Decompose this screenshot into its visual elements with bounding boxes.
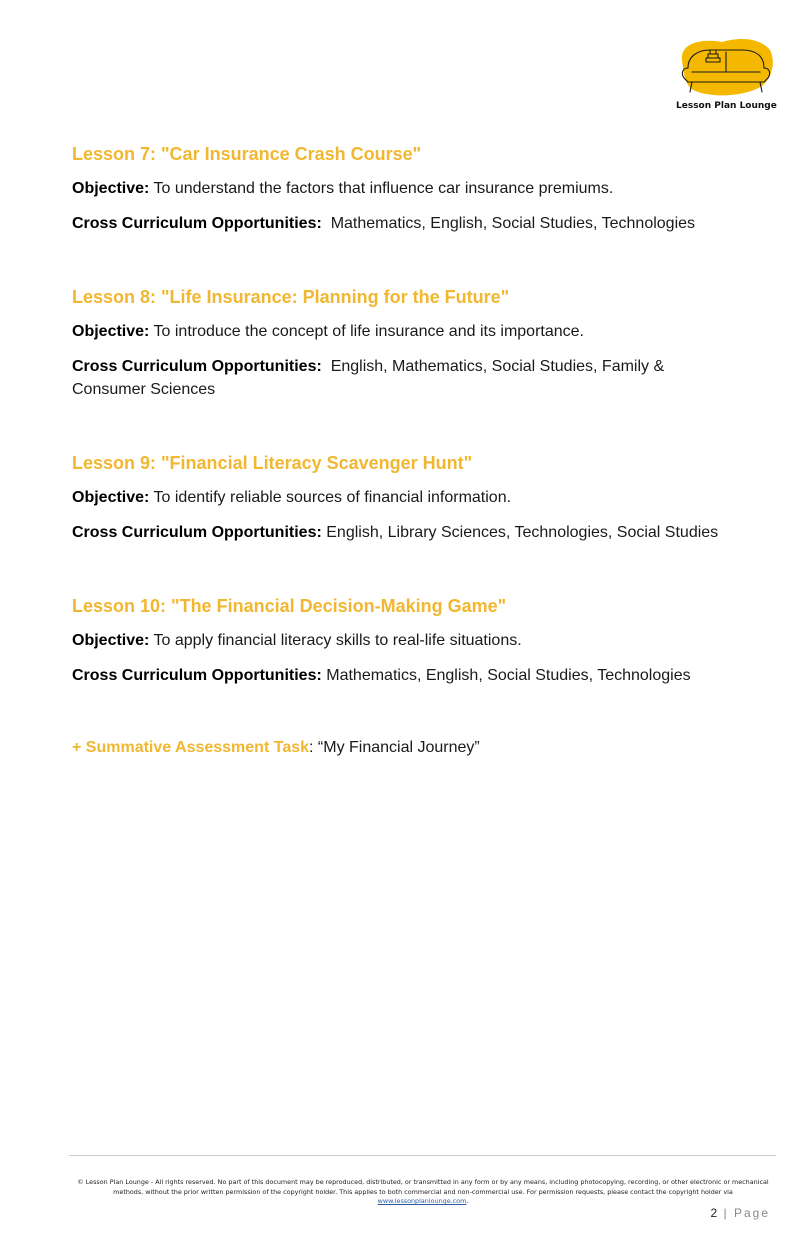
objective-text: To apply financial literacy skills to real-life situations.: [153, 632, 522, 649]
objective-text: To understand the factors that influence car insurance premiums.: [153, 180, 614, 197]
lesson-title: Lesson 7: "Car Insurance Crash Course": [72, 144, 422, 164]
page-label: Page: [733, 1206, 770, 1220]
logo: [676, 38, 776, 116]
lesson-title: Lesson 10: "The Financial Decision-Making Game": [72, 596, 507, 616]
cross-curriculum-text: Mathematics, English, Social Studies, Technologies: [326, 667, 691, 684]
objective-label: Objective:: [72, 632, 150, 649]
lesson-objective: [72, 320, 777, 343]
lesson-title: Lesson 8: "Life Insurance: Planning for the Future": [72, 287, 510, 307]
lesson-10: [72, 595, 777, 687]
objective-text: To introduce the concept of life insurance and its importance.: [153, 323, 584, 340]
cross-curriculum-text: English, Mathematics, Social Studies, Family & Consumer Sciences: [72, 358, 665, 398]
lesson-cross-curriculum: [72, 521, 777, 544]
objective-label: Objective:: [72, 180, 150, 197]
footer-divider: [69, 1155, 776, 1156]
lesson-cross-curriculum: [72, 664, 777, 687]
footer-copyright: [70, 1178, 776, 1207]
lesson-cross-curriculum: [72, 212, 777, 235]
page-number: [710, 1206, 770, 1220]
cross-curriculum-label: Cross Curriculum Opportunities:: [72, 358, 322, 375]
cross-curriculum-text: Mathematics, English, Social Studies, Technologies: [330, 215, 696, 232]
summative-label: + Summative Assessment Task: [72, 739, 310, 756]
cross-curriculum-text: English, Library Sciences, Technologies, Social Studies: [326, 524, 719, 541]
sofa-with-books-icon: [676, 38, 776, 102]
objective-label: Objective:: [72, 323, 150, 340]
summative-separator: :: [309, 739, 318, 756]
lesson-title: Lesson 9: "Financial Literacy Scavenger Hunt": [72, 453, 473, 473]
lesson-objective: [72, 177, 777, 200]
cross-curriculum-label: Cross Curriculum Opportunities:: [72, 524, 322, 541]
objective-label: Objective:: [72, 489, 150, 506]
summative-assessment: [72, 737, 480, 759]
lesson-7: [72, 143, 777, 235]
lesson-objective: [72, 629, 777, 652]
logo-text: Lesson Plan Lounge: [676, 101, 777, 111]
lesson-9: [72, 452, 777, 544]
objective-text: To identify reliable sources of financial information.: [153, 489, 512, 506]
page-separator: |: [718, 1206, 734, 1220]
website-link[interactable]: www.lessonplanlounge.com: [377, 1197, 467, 1205]
summative-title: “My Financial Journey”: [317, 739, 480, 756]
page-number-value: 2: [710, 1206, 719, 1220]
copyright-text: © Lesson Plan Lounge - All rights reserved. No part of this document may be reproduced, distributed, or transmitted in any form or by any means, including photocopying, recording, or other electronic or mechanical methods, without the prior written permission of the copyright holder. This applies to both commercial and non-commercial use. For permission requests, please contact the copyright holder via: [77, 1178, 769, 1196]
cross-curriculum-label: Cross Curriculum Opportunities:: [72, 667, 322, 684]
lesson-objective: [72, 486, 777, 509]
lesson-cross-curriculum: [72, 355, 712, 401]
cross-curriculum-label: Cross Curriculum Opportunities:: [72, 215, 322, 232]
lesson-8: [72, 286, 777, 401]
link-suffix: .: [466, 1197, 469, 1205]
